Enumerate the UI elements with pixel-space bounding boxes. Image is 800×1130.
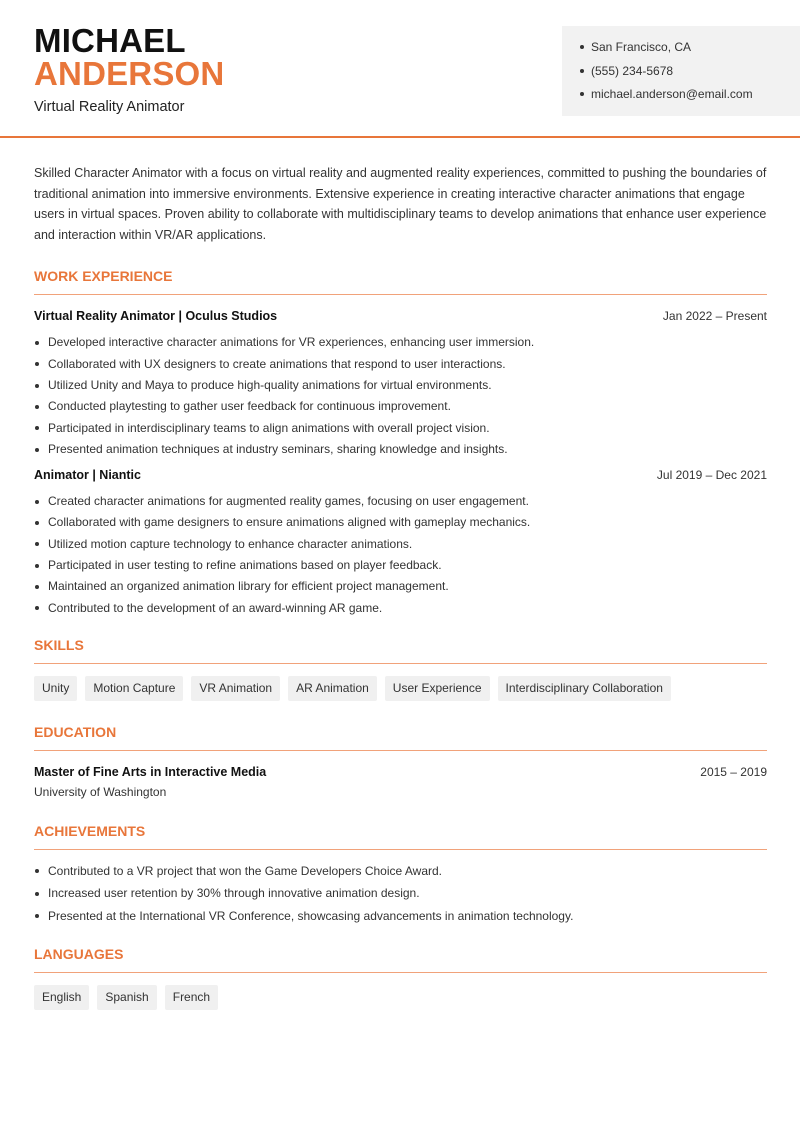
list-item <box>34 860 767 883</box>
bullet-icon <box>35 426 39 430</box>
section-title-work: WORK EXPERIENCE <box>34 267 767 295</box>
achievement-text: Increased user retention by 30% through innovative animation design. <box>48 886 420 901</box>
skill-tag: VR Animation <box>191 676 280 701</box>
list-item <box>34 512 767 533</box>
list-item <box>34 491 767 512</box>
job-dates: Jul 2019 – Dec 2021 <box>656 468 767 483</box>
contact-box <box>562 26 800 116</box>
list-item <box>34 332 767 353</box>
bullet-text: Participated in interdisciplinary teams to align animations with overall project vision. <box>48 420 490 435</box>
bullet-text: Collaborated with UX designers to create animations that respond to user interactions. <box>48 356 506 371</box>
bullet-icon <box>35 564 39 568</box>
list-item <box>34 439 767 460</box>
school: University of Washington <box>34 784 167 799</box>
bullet-icon <box>35 500 39 504</box>
skill-tag: AR Animation <box>288 676 377 701</box>
bullet-icon <box>35 585 39 589</box>
job-title-company: Animator | Niantic <box>34 468 141 483</box>
languages-list <box>34 985 767 1010</box>
skill-tag: User Experience <box>385 676 490 701</box>
skill-tag: Unity <box>34 676 77 701</box>
education-header <box>34 765 767 783</box>
section-title-achievements: ACHIEVEMENTS <box>34 822 767 850</box>
list-item <box>34 418 767 439</box>
list-item <box>34 882 767 905</box>
job-bullets <box>34 491 767 619</box>
bullet-icon <box>35 362 39 366</box>
bullet-icon <box>35 448 39 452</box>
skill-tag: Motion Capture <box>85 676 183 701</box>
list-item <box>34 534 767 555</box>
job-dates: Jan 2022 – Present <box>662 309 767 324</box>
summary: Skilled Character Animator with a focus on virtual reality and augmented reality experiences, committed to pushing the boundaries of traditional animation into immersive environments. Extensive experience in creating interactive character animations that engage users in virtual spaces. Proven ability to collaborate with multidisciplinary teams to develop animations that enhance user experience and interaction within VR/AR applications. <box>34 166 767 242</box>
job-entry <box>34 309 767 460</box>
language-tag: English <box>34 985 89 1010</box>
skill-tag: Interdisciplinary Collaboration <box>498 676 671 701</box>
bullet-text: Created character animations for augmented reality games, focusing on user engagement. <box>48 494 529 509</box>
bullet-icon <box>35 869 39 873</box>
resume-content <box>34 163 767 1010</box>
language-tag: Spanish <box>97 985 156 1010</box>
bullet-icon <box>35 892 39 896</box>
contact-phone-text: (555) 234-5678 <box>591 63 674 78</box>
job-title: Virtual Reality Animator <box>34 99 185 115</box>
achievements-list <box>34 860 767 928</box>
bullet-text: Utilized Unity and Maya to produce high-quality animations for virtual environments. <box>48 377 492 392</box>
list-item <box>34 555 767 576</box>
contact-phone <box>580 62 800 86</box>
contact-email-text: michael.anderson@email.com <box>591 87 753 101</box>
bullet-text: Developed interactive character animations for VR experiences, enhancing user immersion. <box>48 335 535 350</box>
bullet-icon <box>35 542 39 546</box>
bullet-text: Conducted playtesting to gather user feedback for continuous improvement. <box>48 399 451 414</box>
section-title-skills: SKILLS <box>34 636 767 664</box>
bullet-icon <box>580 69 584 73</box>
bullet-icon <box>35 606 39 610</box>
first-name: MICHAEL <box>34 22 186 59</box>
list-item <box>34 598 767 619</box>
education-dates: 2015 – 2019 <box>700 764 767 779</box>
bullet-icon <box>35 341 39 345</box>
bullet-icon <box>35 384 39 388</box>
job-bullets <box>34 332 767 460</box>
contact-location-text: San Francisco, CA <box>591 40 692 54</box>
last-name: ANDERSON <box>34 55 225 92</box>
bullet-text: Maintained an organized animation library for efficient project management. <box>48 579 449 594</box>
list-item <box>34 375 767 396</box>
skills-list <box>34 676 767 701</box>
bullet-icon <box>35 914 39 918</box>
job-header <box>34 309 767 327</box>
bullet-icon <box>580 45 584 49</box>
section-title-languages: LANGUAGES <box>34 945 767 973</box>
job-entry <box>34 468 767 619</box>
bullet-text: Participated in user testing to refine animations based on player feedback. <box>48 558 442 573</box>
job-header <box>34 468 767 486</box>
bullet-text: Collaborated with game designers to ensure animations aligned with gameplay mechanics. <box>48 515 531 530</box>
bullet-icon <box>580 92 584 96</box>
contact-email <box>580 85 800 109</box>
bullet-text: Utilized motion capture technology to enhance character animations. <box>48 536 413 551</box>
bullet-icon <box>35 405 39 409</box>
bullet-text: Contributed to the development of an award-winning AR game. <box>48 600 383 615</box>
achievement-text: Contributed to a VR project that won the Game Developers Choice Award. <box>48 863 442 878</box>
list-item <box>34 576 767 597</box>
education-entry <box>34 765 767 799</box>
job-title-company: Virtual Reality Animator | Oculus Studios <box>34 309 278 324</box>
list-item <box>34 354 767 375</box>
language-tag: French <box>165 985 218 1010</box>
list-item <box>34 396 767 417</box>
resume-header <box>0 0 800 138</box>
degree: Master of Fine Arts in Interactive Media <box>34 764 267 779</box>
achievement-text: Presented at the International VR Conference, showcasing advancements in animation technology. <box>48 908 574 923</box>
bullet-icon <box>35 521 39 525</box>
bullet-text: Presented animation techniques at industry seminars, sharing knowledge and insights. <box>48 441 508 456</box>
section-title-education: EDUCATION <box>34 723 767 751</box>
contact-location <box>580 38 800 62</box>
list-item <box>34 905 767 928</box>
